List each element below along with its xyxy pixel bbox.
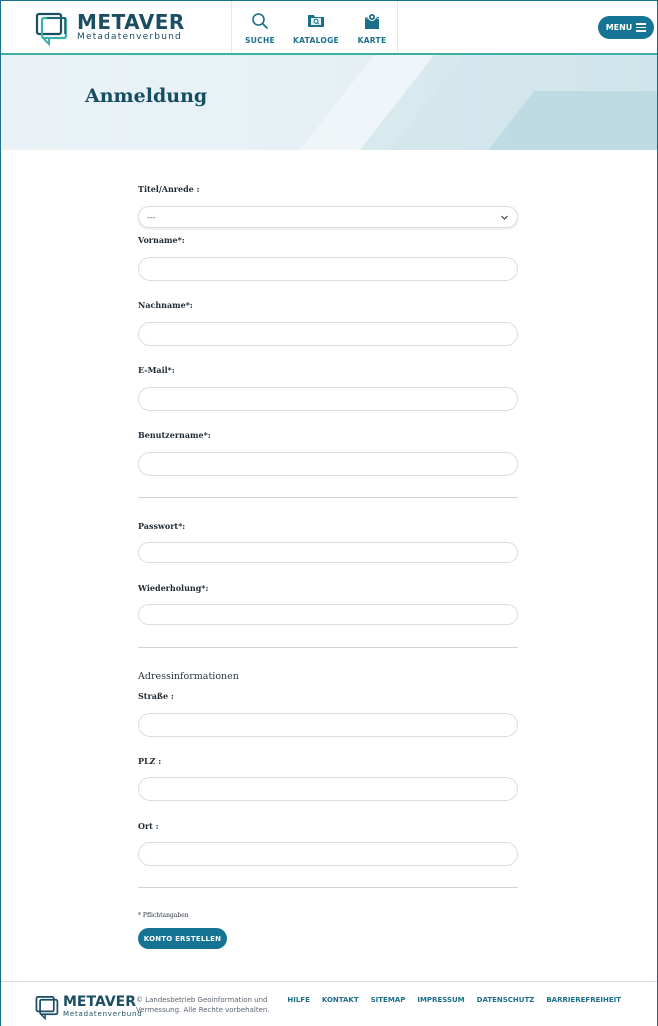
street-input[interactable] xyxy=(138,713,518,737)
footer-link-accessibility[interactable]: BARRIEREFREIHEIT xyxy=(546,996,621,1004)
catalog-icon xyxy=(307,12,325,28)
street-label: Straße : xyxy=(138,691,174,701)
title-select[interactable] xyxy=(138,206,518,228)
password-repeat-input[interactable] xyxy=(138,604,518,625)
form-divider xyxy=(138,887,518,888)
password-label: Passwort*: xyxy=(138,521,186,531)
nav-item-catalogs[interactable] xyxy=(288,1,344,53)
page-title: Anmeldung xyxy=(85,85,208,107)
footer-logo-title: METAVER xyxy=(63,994,137,1010)
site-logo[interactable] xyxy=(35,10,185,48)
logo-mark-icon xyxy=(35,994,61,1020)
zip-label: PLZ : xyxy=(138,756,162,766)
page-hero xyxy=(1,55,657,150)
footer-logo-subtitle: Metadatenverbund xyxy=(63,1010,143,1018)
city-label: Ort : xyxy=(138,821,159,831)
title-label: Titel/Anrede : xyxy=(138,184,200,194)
footer-link-privacy[interactable]: DATENSCHUTZ xyxy=(476,996,535,1004)
password-repeat-label: Wiederholung*: xyxy=(138,583,209,593)
footer-link-help[interactable]: HILFE xyxy=(287,996,310,1004)
main-nav xyxy=(231,1,398,53)
create-account-button[interactable]: KONTO ERSTELLEN xyxy=(138,928,227,949)
menu-label: MENU xyxy=(605,23,633,32)
footer-links xyxy=(287,996,621,1004)
copyright-text: © Landesbetrieb Geoinformation und Vermessung. Alle Rechte vorbehalten. xyxy=(136,996,270,1014)
title-select-value: --- xyxy=(147,212,156,222)
nav-label-search: SUCHE xyxy=(245,36,275,45)
password-input[interactable] xyxy=(138,542,518,563)
required-note: * Pflichtangaben xyxy=(138,912,189,919)
footer-link-sitemap[interactable]: SITEMAP xyxy=(370,996,406,1004)
site-footer xyxy=(1,981,657,1026)
footer-logo[interactable] xyxy=(35,994,143,1020)
search-icon xyxy=(251,12,269,30)
form-divider xyxy=(138,647,518,648)
logo-title: METAVER xyxy=(77,10,185,34)
firstname-label: Vorname*: xyxy=(138,235,185,245)
site-header xyxy=(1,1,657,55)
hamburger-icon xyxy=(636,21,646,34)
lastname-label: Nachname*: xyxy=(138,300,193,310)
username-label: Benutzername*: xyxy=(138,430,211,440)
username-input[interactable] xyxy=(138,452,518,476)
footer-link-imprint[interactable]: IMPRESSUM xyxy=(417,996,465,1004)
menu-button[interactable] xyxy=(598,16,654,39)
address-heading: Adressinformationen xyxy=(138,671,239,682)
lastname-input[interactable] xyxy=(138,322,518,346)
firstname-input[interactable] xyxy=(138,257,518,281)
zip-input[interactable] xyxy=(138,777,518,801)
logo-mark-icon xyxy=(35,10,71,46)
nav-label-map: KARTE xyxy=(357,36,387,45)
email-input[interactable] xyxy=(138,387,518,411)
map-icon xyxy=(364,12,380,30)
form-divider xyxy=(138,497,518,498)
city-input[interactable] xyxy=(138,842,518,866)
chevron-down-icon xyxy=(500,213,509,222)
nav-label-catalogs: KATALOGE xyxy=(293,36,339,45)
logo-subtitle: Metadatenverbund xyxy=(77,32,182,42)
email-label: E-Mail*: xyxy=(138,365,175,375)
footer-link-contact[interactable]: KONTAKT xyxy=(321,996,359,1004)
nav-item-map[interactable] xyxy=(344,1,400,53)
nav-item-search[interactable] xyxy=(232,1,288,53)
